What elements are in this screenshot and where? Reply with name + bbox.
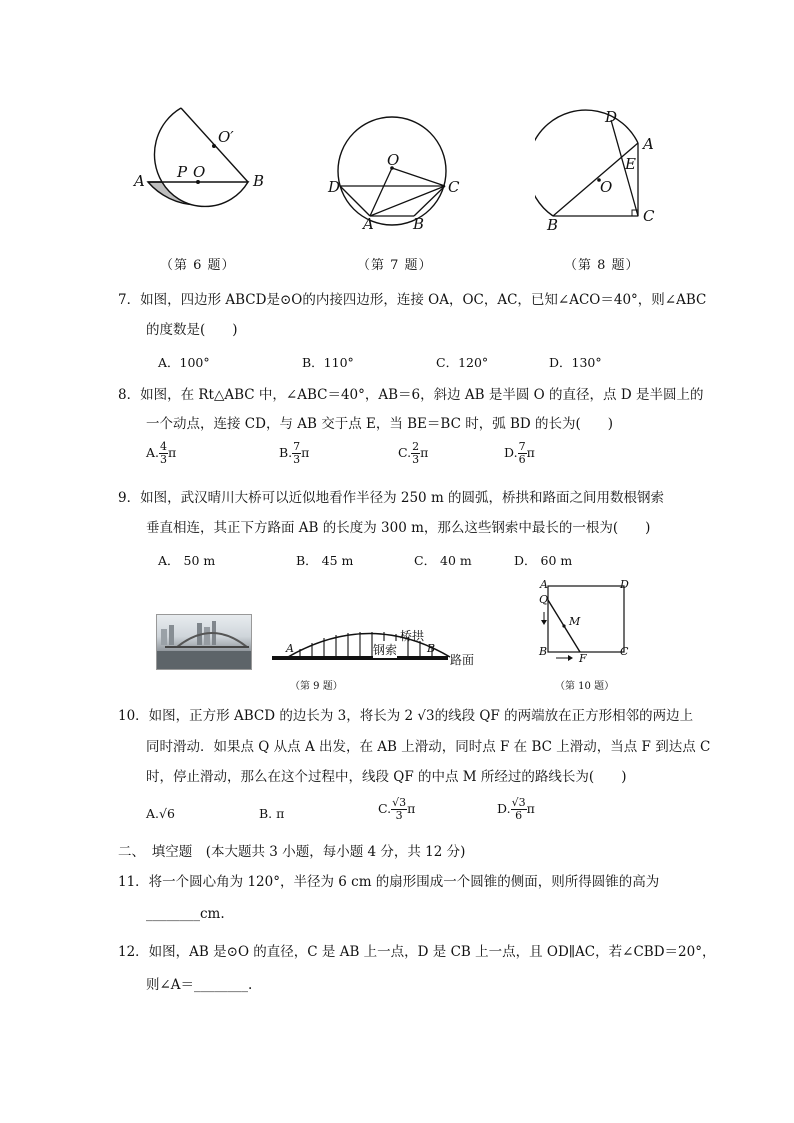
q7-option-b[interactable]: B．110° — [302, 355, 354, 370]
fig10-label-M: M — [569, 615, 581, 628]
q9-option-d[interactable]: D． 60 m — [514, 553, 573, 568]
fig8-label-D: D — [605, 108, 618, 126]
fig9-label-cable: 钢索 — [373, 643, 398, 657]
q12-answer-blank[interactable]: 则∠A＝________. — [146, 977, 253, 993]
fig8-label-E: E — [625, 155, 636, 173]
fig7-label-A: A — [363, 215, 374, 233]
q10-option-c[interactable] — [378, 797, 415, 822]
q8-stem-line1: 8．如图，在 Rt△ABC 中，∠ABC＝40°，AB＝6，斜边 AB 是半圆 O 的直径，点 D 是半圆上的 — [118, 387, 704, 403]
q9-option-b[interactable]: B． 45 m — [296, 553, 354, 568]
q7-option-c[interactable]: C．120° — [436, 355, 489, 370]
q7-stem-line1: 7．如图，四边形 ABCD是⊙O的内接四边形，连接 OA，OC，AC，已知∠ACO＝40°，则∠ABC — [118, 292, 707, 308]
q8-stem-line2: 一个动点，连接 CD，与 AB 交于点 E，当 BE＝BC 时，弧 BD 的长为( ) — [146, 416, 614, 432]
fig9-label-B: B — [427, 642, 436, 655]
q10-option-d[interactable] — [497, 797, 535, 822]
fig10-label-B: B — [539, 645, 548, 658]
q8-option-a-pi: π — [168, 445, 177, 460]
q11-answer-blank[interactable]: ________cm. — [146, 906, 225, 922]
q10-option-c-den: 3 — [395, 809, 403, 822]
fig9-label-road: 路面 — [450, 653, 475, 667]
q7-option-a[interactable]: A．100° — [158, 355, 210, 370]
q8-option-d-num: 7 — [518, 440, 526, 453]
q8-option-d-letter: D. — [504, 445, 518, 460]
q8-option-b-letter: B. — [279, 445, 293, 460]
q10-stem-line3: 时，停止滑动，那么在这个过程中，线段 QF 的中点 M 所经过的路线长为( ) — [146, 769, 627, 785]
q9-option-c[interactable]: C． 40 m — [414, 553, 472, 568]
q8-option-b-den: 3 — [293, 453, 301, 466]
q10-option-c-num: √3 — [392, 796, 407, 809]
fig10-label-D: D — [620, 578, 629, 591]
fig8-label-B: B — [547, 216, 559, 234]
q8-option-a-letter: A. — [146, 445, 160, 460]
q10-option-d-pi: π — [526, 801, 535, 816]
fig6-label-A: A — [134, 172, 145, 190]
q8-option-a[interactable] — [146, 441, 176, 466]
q8-option-a-num: 4 — [160, 440, 168, 453]
q10-option-a-letter: A. — [146, 806, 160, 821]
q8-option-c-letter: C. — [398, 445, 412, 460]
caption-fig8: （第 8 题） — [564, 258, 640, 273]
q8-option-c-num: 2 — [412, 440, 420, 453]
q10-option-c-pi: π — [407, 801, 416, 816]
q8-option-b-pi: π — [301, 445, 310, 460]
q9-stem-line2: 垂直相连，其正下方路面 AB 的长度为 300 m，那么这些钢索中最长的一根为( ) — [146, 520, 651, 536]
q8-option-b-num: 7 — [293, 440, 301, 453]
fig7-label-D: D — [328, 178, 341, 196]
q10-option-c-letter: C. — [378, 801, 392, 816]
fig8-label-A: A — [643, 135, 654, 153]
q10-stem-line2: 同时滑动．如果点 Q 从点 A 出发，在 AB 上滑动，同时点 F 在 BC 上滑动，当点 F 到达点 C — [146, 739, 711, 755]
q8-option-c[interactable] — [398, 441, 428, 466]
q8-option-d-den: 6 — [518, 453, 526, 466]
fig10-label-C: C — [620, 645, 629, 658]
caption-fig9: （第 9 题） — [290, 681, 343, 692]
q9-option-a[interactable]: A． 50 m — [158, 553, 216, 568]
fig6-label-B: B — [253, 172, 265, 190]
fig9-label-A: A — [286, 642, 294, 655]
fig7-label-B: B — [413, 215, 425, 233]
q10-option-d-letter: D. — [497, 801, 511, 816]
q7-option-d[interactable]: D．130° — [549, 355, 602, 370]
caption-fig10: （第 10 题） — [555, 681, 615, 692]
q10-option-b-value: π — [276, 806, 285, 821]
q7-stem-line2: 的度数是( ) — [146, 322, 238, 338]
q10-option-a-value: √6 — [159, 806, 175, 821]
fig8-label-C: C — [643, 207, 655, 225]
q10-option-d-num: √3 — [511, 796, 526, 809]
fig10-label-Q: Q — [539, 593, 549, 606]
q8-option-a-den: 3 — [160, 453, 168, 466]
q8-option-d[interactable] — [504, 441, 535, 466]
q10-option-a[interactable] — [146, 806, 175, 821]
q11-stem-line1: 11．将一个圆心角为 120°，半径为 6 cm 的扇形围成一个圆锥的侧面，则所得圆锥的高为 — [118, 874, 660, 890]
q8-option-b[interactable] — [279, 441, 309, 466]
fig10-label-F: F — [579, 652, 587, 665]
figure-7 — [330, 110, 460, 235]
fig10-label-A: A — [540, 578, 548, 591]
q8-option-c-den: 3 — [412, 453, 420, 466]
fig6-label-P: P — [177, 163, 188, 181]
q9-stem-line1: 9．如图，武汉晴川大桥可以近似地看作半径为 250 m 的圆弧，桥拱和路面之间用数根钢索 — [118, 490, 665, 506]
q8-option-c-pi: π — [420, 445, 429, 460]
caption-fig7: （第 7 题） — [357, 258, 433, 273]
fig7-label-O: O — [387, 151, 400, 169]
fig6-label-O-prime: O′ — [218, 128, 234, 146]
q10-option-b[interactable] — [259, 806, 284, 821]
caption-fig6: （第 6 题） — [160, 258, 236, 273]
fig8-label-O: O — [600, 178, 613, 196]
q10-stem-line1: 10．如图，正方形 ABCD 的边长为 3，将长为 2 √3的线段 QF 的两端放在正方形相邻的两边上 — [118, 708, 694, 724]
q12-stem-line1: 12．如图，AB 是⊙O 的直径，C 是 AB 上一点，D 是 CB 上一点，且 OD∥AC，若∠CBD＝20°， — [118, 944, 716, 960]
q8-option-d-pi: π — [526, 445, 535, 460]
bridge-photo — [156, 614, 252, 670]
q10-option-d-den: 6 — [515, 809, 523, 822]
fig6-label-O: O — [193, 163, 206, 181]
section-2-heading: 二、 填空题 (本大题共 3 小题，每小题 4 分，共 12 分) — [118, 844, 466, 860]
q10-option-b-letter: B. — [259, 806, 273, 821]
fig9-label-arch: 桥拱 — [400, 629, 425, 643]
fig7-label-C: C — [448, 178, 460, 196]
